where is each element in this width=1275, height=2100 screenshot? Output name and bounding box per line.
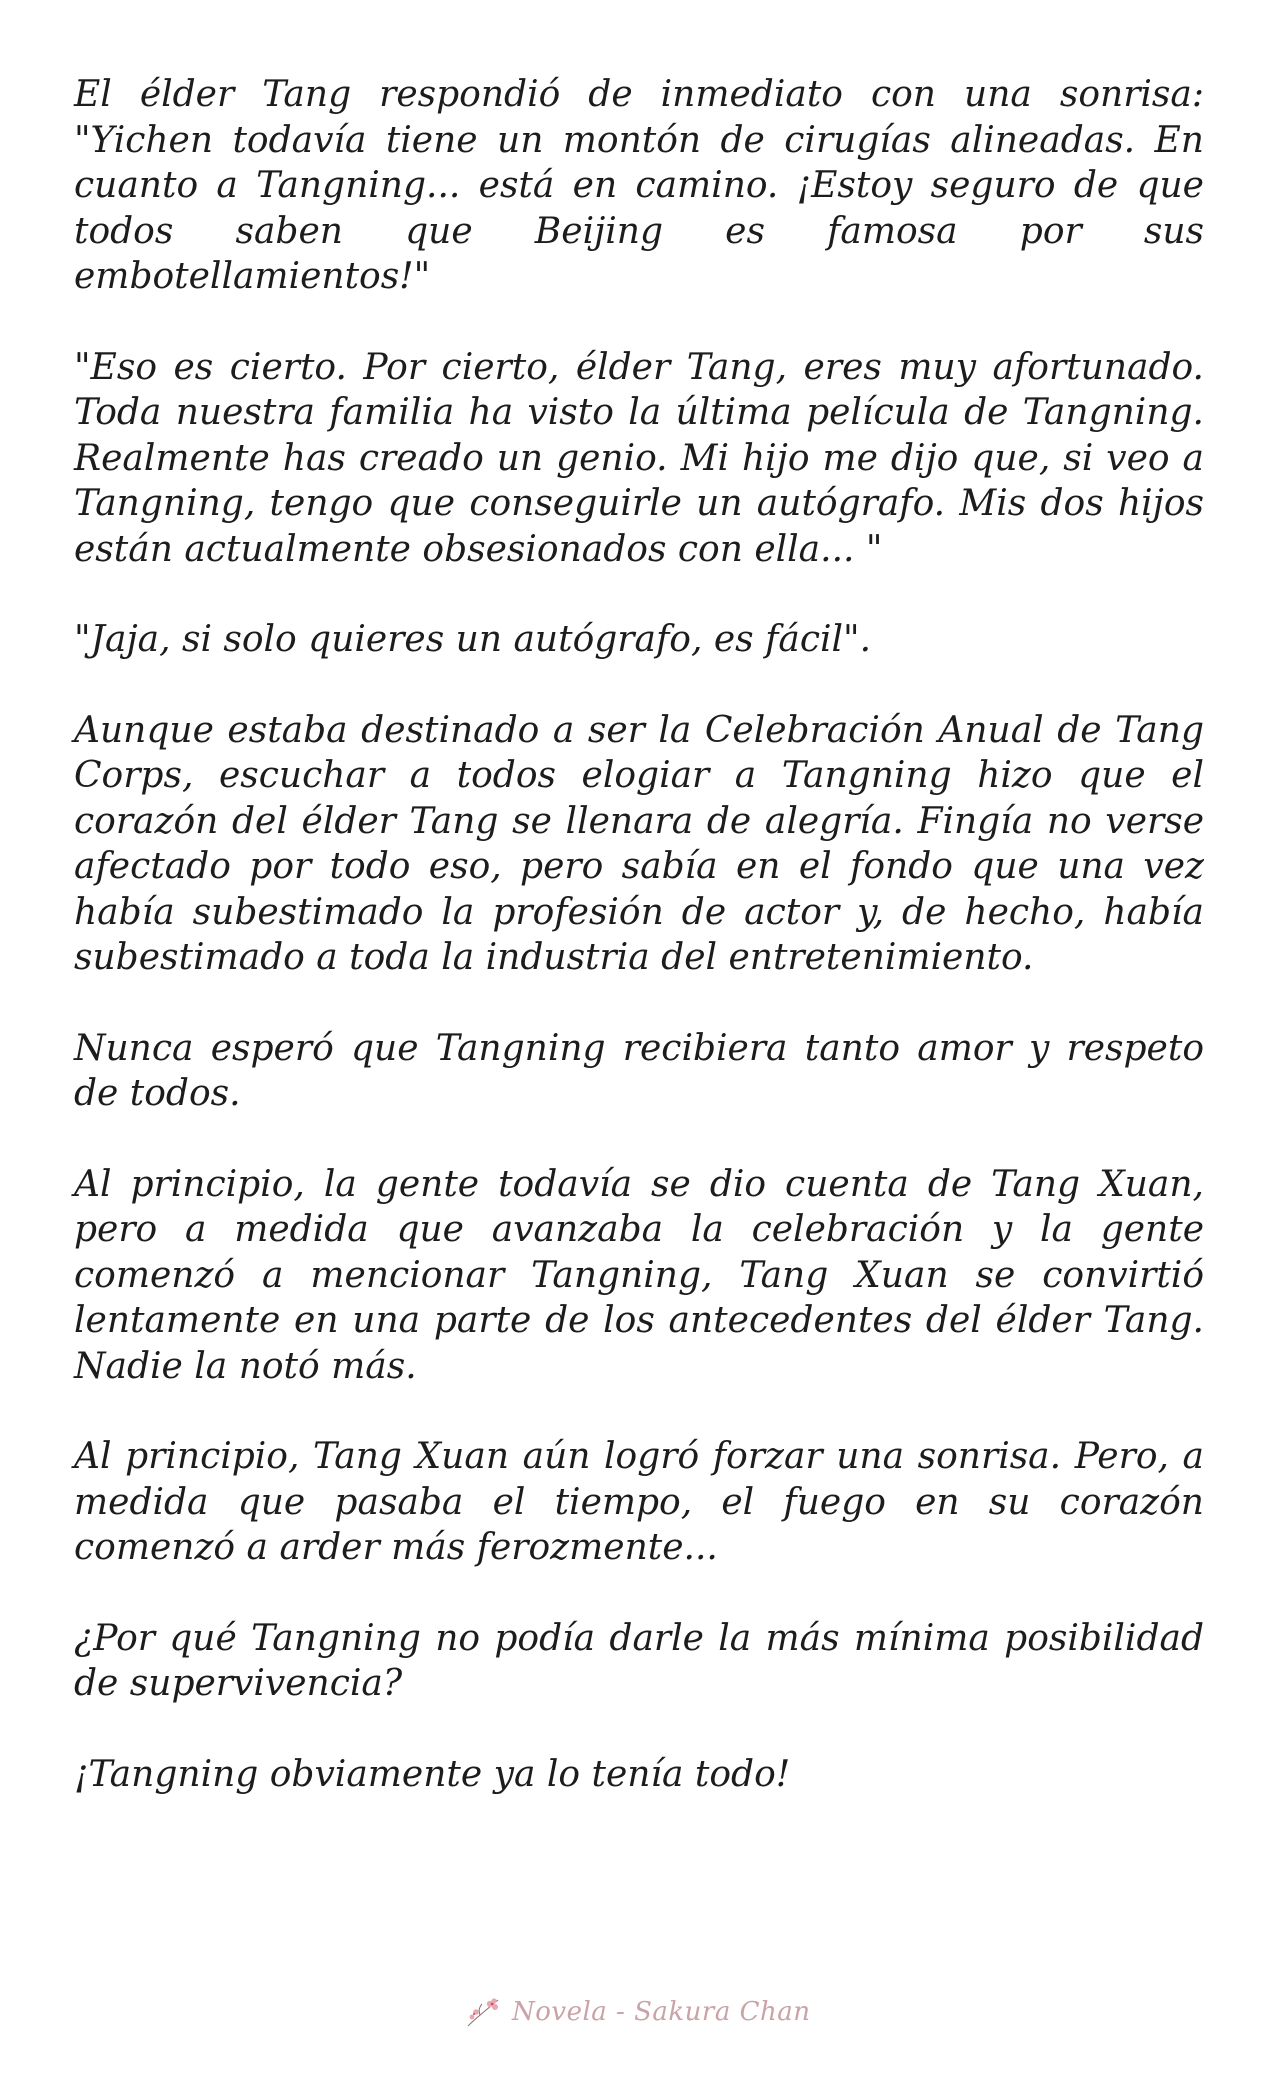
paragraph: ¡Tangning obviamente ya lo tenía todo! [74, 1753, 791, 1795]
paragraph: ¿Por qué Tangning no podía darle la más mínima posibilidad de supervivencia? [74, 1617, 1204, 1704]
paragraph: "Eso es cierto. Por cierto, élder Tang, eres muy afortunado. Toda nuestra familia ha visto la última película de Tangning. Realmente has creado un genio. Mi hijo me dijo que, si veo a Tangning, tengo que conseguirle un autógrafo. Mis dos hijos están actualmente obsesionados con ella... " [74, 346, 1204, 570]
paragraph: Nunca esperó que Tangning recibiera tanto amor y respeto de todos. [74, 1027, 1204, 1114]
document-body [74, 72, 1204, 1842]
paragraph: "Jaja, si solo quieres un autógrafo, es fácil". [74, 619, 872, 660]
paragraph: Al principio, la gente todavía se dio cuenta de Tang Xuan, pero a medida que avanzaba la celebración y la gente comenzó a mencionar Tangning, Tang Xuan se convirtió lentamente en una parte de los antecedentes del élder Tang. Nadie la notó más. [74, 1163, 1204, 1387]
watermark [462, 1992, 811, 2032]
sakura-flower-icon [462, 1992, 506, 2032]
paragraph: El élder Tang respondió de inmediato con una sonrisa: "Yichen todavía tiene un montón de cirugías alineadas. En cuanto a Tangning... está en camino. ¡Estoy seguro de que todos saben que Beijing es famosa por sus embotellamientos!" [74, 74, 1204, 297]
paragraph: Aunque estaba destinado a ser la Celebración Anual de Tang Corps, escuchar a todos elogiar a Tangning hizo que el corazón del élder Tang se llenara de alegría. Fingía no verse afectado por todo eso, pero sabía en el fondo que una vez había subestimado la profesión de actor y, de hecho, había subestimado a toda la industria del entretenimiento. [74, 709, 1204, 978]
watermark-text: Novela - Sakura Chan [512, 1997, 811, 2027]
paragraph: Al principio, Tang Xuan aún logró forzar una sonrisa. Pero, a medida que pasaba el tiempo, el fuego en su corazón comenzó a arder más ferozmente... [74, 1436, 1204, 1568]
